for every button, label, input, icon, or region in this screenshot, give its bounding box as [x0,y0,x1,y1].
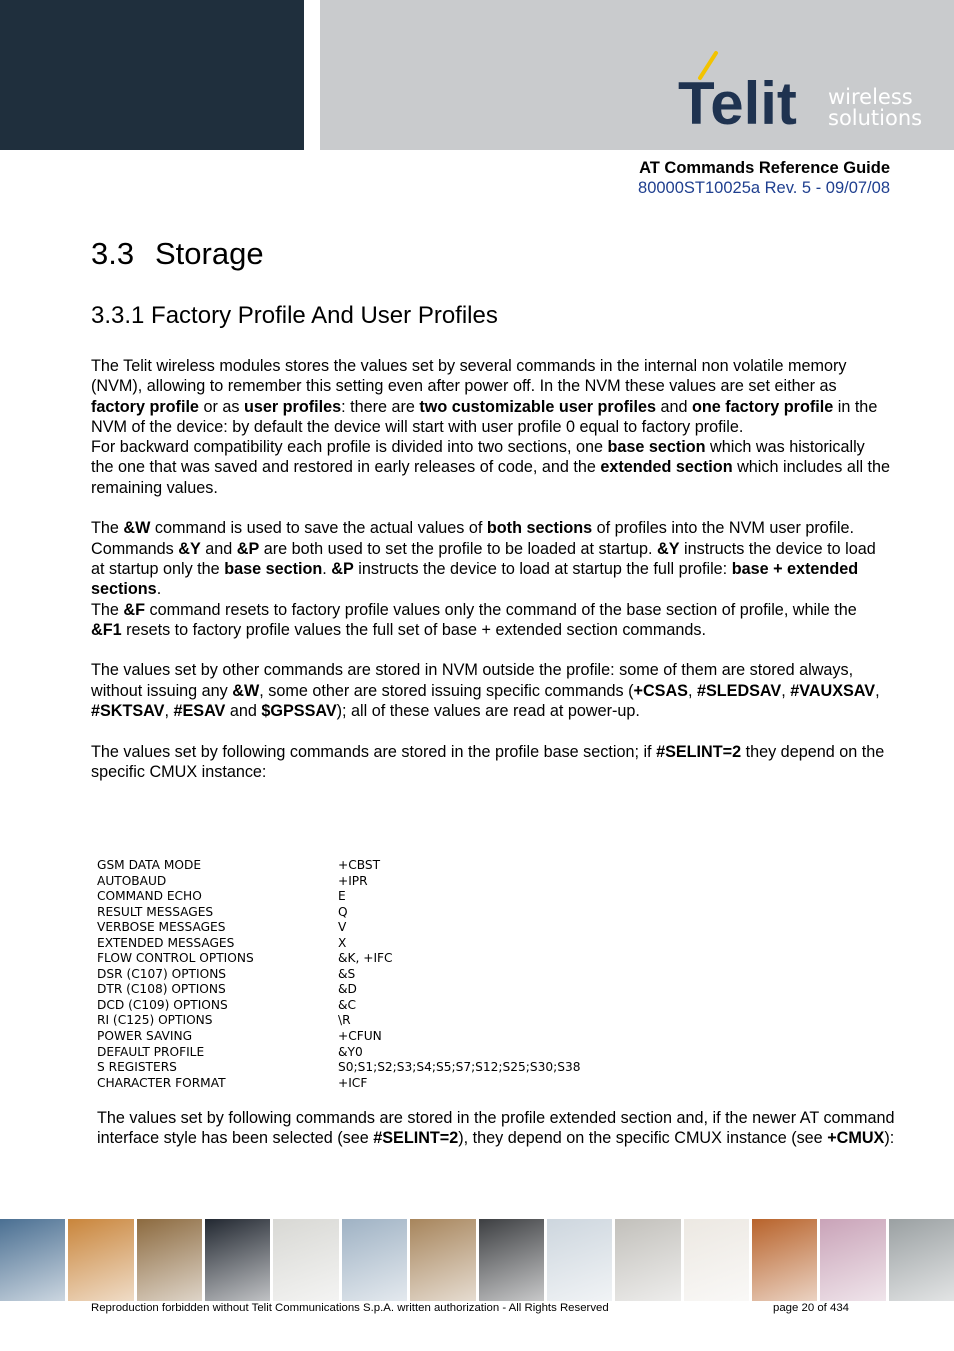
setting-name: EXTENDED MESSAGES [97,935,235,950]
bold-term: both sections [486,519,593,538]
table-row [97,951,797,967]
setting-command: \R [338,1013,351,1028]
text-run: . [322,559,332,578]
text-run: command resets to factory profile values only the command of the base section of profile, while the [144,600,857,619]
table-row [97,1029,797,1045]
bold-term: &W [123,519,151,538]
paragraph [91,539,891,600]
setting-command: &C [338,997,357,1012]
bold-term: &Y [178,539,201,558]
setting-command: +ICF [338,1075,368,1090]
setting-command: S0;S1;S2;S3;S4;S5;S7;S12;S25;S30;S38 [338,1060,581,1075]
bold-term: #SKTSAV [91,702,165,721]
setting-command: V [338,920,347,935]
photo-thumbnail [889,1219,954,1301]
text-run: instructs the device to load at startup the full profile: [353,559,732,578]
text-run: The values set by following commands are stored in the profile extended section and, if the newer AT command interface style has been selected (see [97,1109,895,1148]
logo-tagline-2: solutions [828,106,923,130]
paragraph [91,660,891,721]
photo-strip [0,1219,954,1301]
text-run: , [687,681,697,700]
text-run: which includes all the remaining values. [91,458,891,497]
text-run: resets to factory profile values the full set of base + extended section commands. [121,620,707,639]
text-run: . [156,580,162,599]
document-revision: 80000ST10025a Rev. 5 - 09/07/08 [638,179,890,197]
bold-term: &P [236,539,260,558]
photo-thumbnail [273,1219,338,1301]
paragraph [91,518,891,538]
text-run: Commands [91,539,179,558]
bold-term: extended section [600,458,733,477]
bold-term: base + extended sections [91,559,859,599]
page-number: page 20 of 434 [773,1302,850,1314]
text-run: and [200,539,237,558]
table-row [97,967,797,983]
photo-thumbnail [410,1219,475,1301]
base-section-table [97,858,797,1091]
text-run: , [781,681,791,700]
copyright-notice: Reproduction forbidden without Telit Communications S.p.A. written authorization - All Rights Reserved [91,1302,609,1314]
paragraph [91,742,891,783]
bold-term: &Y [657,539,680,558]
photo-thumbnail [0,1219,65,1301]
text-run: instructs the device to load at startup only the [91,539,876,578]
paragraph [91,600,891,641]
bold-term: #SLEDSAV [696,681,782,700]
setting-name: RI (C125) OPTIONS [97,1013,213,1028]
photo-thumbnail [479,1219,544,1301]
text-run: of profiles into the NVM user profile. [592,519,854,538]
section-number: 3.3 [91,236,135,271]
table-row [97,1045,797,1061]
photo-thumbnail [205,1219,270,1301]
text-run: command is used to save the actual values of [150,519,487,538]
setting-name: DCD (C109) OPTIONS [97,997,228,1012]
bold-term: $GPSSAV [261,702,337,721]
photo-thumbnail [342,1219,407,1301]
extended-section-intro [97,1108,897,1149]
table-row [97,889,797,905]
photo-thumbnail [752,1219,817,1301]
bold-term: base section [224,559,323,578]
text-run: , some other are stored issuing specific commands ( [259,681,634,700]
setting-name: RESULT MESSAGES [97,904,214,919]
setting-command: +CFUN [338,1029,382,1044]
text-run: The values set by following commands are stored in the profile base section; if [91,742,657,761]
setting-command: X [338,935,347,950]
text-run: which was historically the one that was saved and restored in early releases of code, and the [91,438,865,477]
setting-command: &K, +IFC [338,951,393,966]
setting-command: &D [338,982,357,997]
bold-term: &F [123,600,145,619]
table-row [97,1060,797,1076]
setting-command: +IPR [338,873,368,888]
setting-name: AUTOBAUD [97,873,167,888]
setting-name: VERBOSE MESSAGES [97,920,226,935]
setting-name: COMMAND ECHO [97,889,202,904]
setting-name: S REGISTERS [97,1060,177,1075]
logo-brand: Telit [678,70,797,137]
body-text [91,356,891,782]
paragraph [91,437,891,498]
text-run: and [225,702,262,721]
setting-name: GSM DATA MODE [97,858,202,872]
table-row [97,1076,797,1092]
subsection-heading: 3.3.1 Factory Profile And User Profiles [91,302,498,329]
text-run: : there are [341,397,420,416]
bold-term: #SELINT=2 [656,742,742,761]
setting-command: &Y0 [338,1044,363,1059]
text-run: or as [198,397,244,416]
text-run: ): [884,1129,895,1148]
setting-command: E [338,889,346,904]
photo-thumbnail [615,1219,680,1301]
setting-name: DSR (C107) OPTIONS [97,966,227,981]
photo-thumbnail [820,1219,885,1301]
logo-tagline-1: wireless [828,85,913,109]
text-run: For backward compatibility each profile is divided into two sections, one [91,438,608,457]
table-row [97,920,797,936]
bold-term: two customizable user profiles [419,397,656,416]
table-row [97,905,797,921]
paragraph [97,1108,897,1149]
header-dark-panel [0,0,304,150]
bold-term: #SELINT=2 [373,1129,459,1148]
bold-term: +CSAS [633,681,688,700]
bold-term: #ESAV [173,702,226,721]
text-run: and [655,397,692,416]
table-row [97,936,797,952]
paragraph [91,356,891,437]
text-run: are both used to set the profile to be loaded at startup. [259,539,658,558]
text-run: ); all of these values are read at power-up. [336,702,640,721]
table-row [97,858,797,874]
bold-term: base section [607,438,706,457]
telit-logo [676,48,936,138]
text-run: The Telit wireless modules stores the values set by several commands in the internal non volatile memory (NVM), allowing to remember this setting even after power off. In the NVM these values are set either as [91,357,847,396]
setting-name: FLOW CONTROL OPTIONS [97,951,254,966]
text-run: The [91,600,124,619]
table-row [97,982,797,998]
bold-term: +CMUX [827,1129,885,1148]
setting-command: Q [338,904,348,919]
setting-command: +CBST [338,858,381,872]
text-run: in the NVM of the device: by default the device will start with user profile 0 equal to factory profile. [91,397,878,436]
setting-name: POWER SAVING [97,1029,193,1044]
text-run: they depend on the specific CMUX instance: [91,742,885,781]
table-row [97,874,797,890]
setting-name: DEFAULT PROFILE [97,1044,205,1059]
document-title: AT Commands Reference Guide [639,159,890,177]
text-run: The values set by other commands are stored in NVM outside the profile: some of them are stored always, without issuing any [91,661,854,700]
bold-term: one factory profile [692,397,834,416]
photo-thumbnail [684,1219,749,1301]
section-heading [91,236,264,272]
bold-term: user profiles [243,397,342,416]
table-row [97,998,797,1014]
photo-thumbnail [547,1219,612,1301]
bold-term: factory profile [91,397,199,416]
text-run: The [91,519,124,538]
photo-thumbnail [68,1219,133,1301]
setting-name: CHARACTER FORMAT [97,1075,226,1090]
section-title: Storage [155,236,264,271]
bold-term: #VAUXSAV [790,681,876,700]
bold-term: &P [331,559,354,578]
table-row [97,1013,797,1029]
photo-thumbnail [137,1219,202,1301]
setting-command: &S [338,966,356,981]
text-run: , [164,702,174,721]
text-run: ), they depend on the specific CMUX instance (see [458,1129,828,1148]
bold-term: &F1 [91,620,122,639]
text-run: , [875,681,880,700]
bold-term: &W [232,681,260,700]
setting-name: DTR (C108) OPTIONS [97,982,226,997]
